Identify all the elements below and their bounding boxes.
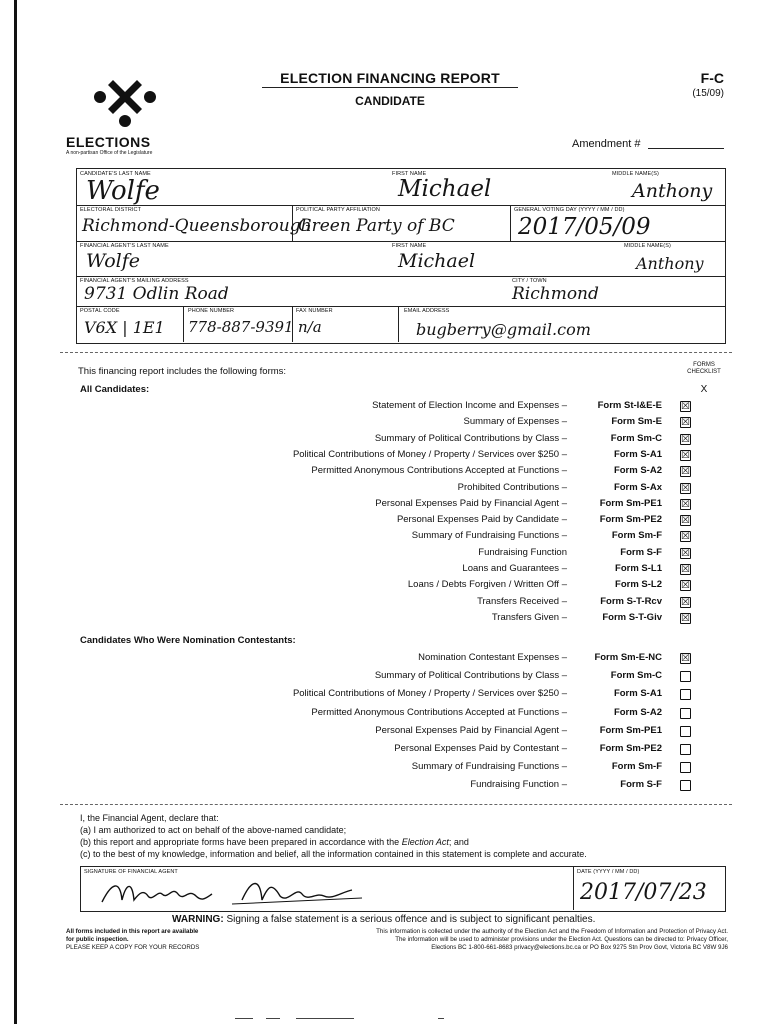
declaration-b-act: Election Act: [401, 837, 449, 847]
form-code: Form Sm-PE2: [599, 743, 662, 754]
form-code: Form Sm-E-NC: [594, 652, 662, 663]
form-checkbox[interactable]: ☒: [681, 482, 690, 494]
amendment-field[interactable]: [648, 148, 724, 149]
form-description: Fundraising Function –: [470, 779, 567, 791]
signature-label: SIGNATURE OF FINANCIAL AGENT: [84, 869, 178, 875]
candidate-first-name[interactable]: Michael: [398, 176, 492, 202]
footer-left-line1: All forms included in this report are available: [66, 928, 199, 935]
form-checkbox[interactable]: ☒: [681, 653, 690, 664]
signature-image[interactable]: [92, 872, 392, 912]
page-left-border: [14, 0, 17, 1024]
form-description: Statement of Election Income and Expenses –: [372, 400, 567, 411]
form-checkbox[interactable]: [680, 671, 691, 682]
scan-mark: [296, 1018, 354, 1019]
agent-first-name[interactable]: Michael: [398, 250, 476, 272]
form-row: [90, 514, 730, 528]
form-row: [90, 547, 730, 561]
form-description: Prohibited Contributions –: [457, 481, 567, 493]
party-label: POLITICAL PARTY AFFILIATION: [296, 207, 380, 213]
date-label: DATE (YYYY / MM / DD): [577, 869, 640, 875]
form-description: Transfers Given –: [491, 611, 567, 623]
form-checkbox[interactable]: ☒: [681, 498, 690, 510]
email-label: EMAIL ADDRESS: [404, 308, 450, 314]
agent-first-name-label: FIRST NAME: [392, 243, 427, 249]
form-row: [90, 761, 730, 775]
candidate-last-name[interactable]: Wolfe: [86, 176, 160, 206]
form-code: Form Sm-E: [611, 416, 662, 428]
form-code: Form Sm-F: [611, 530, 662, 542]
form-code: F-C: [700, 70, 724, 86]
candidate-middle-name-label: MIDDLE NAME(S): [612, 171, 659, 177]
voting-day-label: GENERAL VOTING DAY (YYYY / MM / DD): [514, 207, 625, 213]
form-row: [90, 779, 730, 793]
candidate-last-name-label: CANDIDATE'S LAST NAME: [80, 171, 151, 177]
agent-last-name-label: FINANCIAL AGENT'S LAST NAME: [80, 243, 169, 249]
agent-city-label: CITY / TOWN: [512, 278, 547, 284]
form-code: Form S-F: [620, 546, 662, 558]
form-checkbox[interactable]: [680, 744, 691, 755]
fax-label: FAX NUMBER: [296, 308, 333, 314]
form-row: [90, 433, 730, 447]
form-description: Nomination Contestant Expenses –: [418, 652, 567, 663]
org-name: ELECTIONS: [66, 134, 151, 150]
form-checkbox[interactable]: ☒: [681, 564, 690, 575]
checklist-x-header: X: [700, 384, 708, 395]
form-row: [90, 416, 730, 430]
form-checkbox[interactable]: ☒: [681, 547, 690, 559]
col-divider: [573, 866, 574, 910]
agent-address-label: FINANCIAL AGENT'S MAILING ADDRESS: [80, 278, 189, 284]
form-description: Political Contributions of Money / Property / Services over $250 –: [292, 448, 567, 460]
form-code: Form S-A1: [613, 448, 662, 460]
col-divider: [183, 306, 184, 342]
footer-left-line2: for public inspection.: [66, 936, 129, 943]
checklist-header-checklist: CHECKLIST: [687, 369, 721, 375]
form-code: Form S-L1: [615, 563, 662, 574]
col-divider: [510, 205, 511, 241]
email-address[interactable]: bugberry@gmail.com: [416, 320, 591, 339]
declaration-a: (a) I am authorized to act on behalf of the above-named candidate;: [80, 825, 347, 835]
form-description: Loans and Guarantees –: [462, 563, 567, 574]
agent-middle-name-label: MIDDLE NAME(S): [624, 243, 671, 249]
footer-right-line3: Elections BC 1-800-661-8683 privacy@elections.bc.ca or PO Box 9275 Stn Prov Govt, Victoria BC V8W 9J6: [431, 944, 728, 951]
elections-logo-icon: [92, 78, 158, 128]
postal-code-label: POSTAL CODE: [80, 308, 120, 314]
declaration-b-prefix: (b) this report and appropriate forms have been prepared in accordance with the: [80, 837, 402, 847]
form-description: Personal Expenses Paid by Financial Agent –: [375, 724, 567, 736]
form-checkbox[interactable]: ☒: [681, 466, 690, 478]
form-row: [90, 612, 730, 626]
row-divider: [76, 241, 726, 242]
form-code: Form S-T-Giv: [602, 611, 662, 623]
nomination-heading: Candidates Who Were Nomination Contestants:: [80, 635, 296, 646]
form-row: [90, 596, 730, 610]
form-checkbox[interactable]: ☒: [681, 433, 690, 445]
form-code: Form S-L2: [615, 579, 662, 591]
form-row: [90, 579, 730, 593]
form-description: Permitted Anonymous Contributions Accepted at Functions –: [311, 706, 567, 718]
form-description: Permitted Anonymous Contributions Accepted at Functions –: [311, 465, 567, 477]
form-row: [90, 498, 730, 512]
form-description: Summary of Political Contributions by Class –: [374, 670, 567, 682]
form-checkbox[interactable]: ☒: [681, 401, 690, 412]
form-code: Form S-Ax: [613, 481, 662, 493]
form-row: [90, 563, 730, 577]
agent-city[interactable]: Richmond: [512, 284, 599, 304]
candidate-first-name-label: FIRST NAME: [392, 171, 427, 177]
form-code: Form S-A1: [613, 688, 662, 700]
checklist-header: [682, 362, 726, 376]
form-row: [90, 482, 730, 496]
form-row: [90, 725, 730, 739]
warning-label: WARNING:: [172, 914, 224, 925]
form-checkbox[interactable]: ☒: [681, 531, 690, 543]
fax-number[interactable]: n/a: [298, 318, 322, 336]
form-code: Form Sm-F: [611, 761, 662, 773]
form-row: [90, 670, 730, 684]
amendment-label: Amendment #: [572, 138, 641, 150]
footer-right-line2: The information will be used to administer provisions under the Election Act. Questions can be directed to: Privacy Officer,: [395, 936, 728, 943]
agent-last-name[interactable]: Wolfe: [86, 250, 141, 272]
form-row: [90, 449, 730, 463]
form-checkbox[interactable]: [680, 726, 691, 737]
form-description: Personal Expenses Paid by Contestant –: [394, 743, 567, 754]
form-description: Political Contributions of Money / Property / Services over $250 –: [292, 688, 567, 700]
form-checkbox[interactable]: ☒: [681, 580, 690, 592]
form-version: (15/09): [692, 88, 724, 99]
form-row: [90, 652, 730, 666]
declaration-c: (c) to the best of my knowledge, information and belief, all the information contained in this statement is complete and accurate.: [80, 849, 587, 859]
postal-code[interactable]: V6X | 1E1: [84, 318, 165, 337]
form-description: Summary of Fundraising Functions –: [411, 530, 567, 542]
form-code: Form S-A2: [613, 706, 662, 718]
declaration-b: [80, 837, 469, 847]
form-checkbox[interactable]: ☒: [681, 596, 690, 608]
form-code: Form S-T-Rcv: [600, 595, 662, 607]
scan-mark: [438, 1018, 444, 1019]
form-checkbox[interactable]: ☒: [681, 515, 690, 527]
form-code: Form Sm-PE1: [599, 497, 662, 509]
form-row: [90, 530, 730, 544]
footer-right: [258, 928, 728, 952]
form-code: Form S-F: [620, 779, 662, 791]
agent-address[interactable]: 9731 Odlin Road: [84, 284, 229, 304]
row-divider: [76, 276, 726, 277]
signature-date[interactable]: 2017/07/23: [580, 880, 707, 905]
footer-left-line3: PLEASE KEEP A COPY FOR YOUR RECORDS: [66, 944, 200, 951]
org-tagline: A non-partisan Office of the Legislature: [66, 150, 153, 156]
form-row: [90, 465, 730, 479]
district-label: ELECTORAL DISTRICT: [80, 207, 142, 213]
phone-label: PHONE NUMBER: [188, 308, 235, 314]
forms-intro: This financing report includes the following forms:: [78, 366, 287, 377]
phone-number[interactable]: 778-887-9391: [188, 318, 294, 336]
form-checkbox[interactable]: [680, 762, 691, 773]
form-row: [90, 400, 730, 414]
report-subtitle: CANDIDATE: [355, 94, 425, 108]
checklist-header-forms: FORMS: [693, 362, 715, 368]
col-divider: [398, 306, 399, 342]
scan-mark: [235, 1018, 253, 1019]
party-affiliation[interactable]: Green Party of BC: [298, 216, 455, 236]
candidate-middle-name[interactable]: Anthony: [632, 180, 713, 202]
form-code: Form Sm-PE1: [599, 724, 662, 736]
form-row: [90, 688, 730, 702]
footer-left: [66, 928, 199, 952]
form-code: Form St-I&E-E: [597, 400, 662, 411]
section-separator: [60, 804, 732, 805]
form-code: Form S-A2: [613, 465, 662, 477]
form-description: Personal Expenses Paid by Financial Agent –: [375, 497, 567, 509]
row-divider: [76, 205, 726, 206]
form-description: Fundraising Function: [478, 546, 567, 558]
warning-body: Signing a false statement is a serious offence and is subject to significant penalties.: [226, 914, 596, 925]
form-code: Form Sm-PE2: [599, 514, 662, 526]
form-description: Transfers Received –: [477, 595, 567, 607]
form-code: Form Sm-C: [610, 670, 662, 682]
form-checkbox[interactable]: ☒: [681, 612, 690, 624]
form-row: [90, 743, 730, 757]
form-checkbox[interactable]: ☒: [681, 449, 690, 461]
form-checkbox[interactable]: ☒: [681, 417, 690, 429]
form-row: [90, 707, 730, 721]
form-code: Form Sm-C: [610, 432, 662, 444]
form-description: Personal Expenses Paid by Candidate –: [396, 514, 567, 526]
form-checkbox[interactable]: [680, 689, 691, 700]
section-separator: [60, 352, 732, 353]
voting-day[interactable]: 2017/05/09: [518, 214, 651, 240]
form-description: Summary of Expenses –: [463, 416, 567, 428]
form-checkbox[interactable]: [680, 780, 691, 791]
declaration-intro: I, the Financial Agent, declare that:: [80, 813, 219, 823]
agent-middle-name[interactable]: Anthony: [636, 254, 704, 273]
declaration-b-suffix: ; and: [448, 837, 469, 847]
electoral-district[interactable]: Richmond-Queensborough: [82, 216, 312, 236]
form-description: Loans / Debts Forgiven / Written Off –: [407, 579, 567, 591]
form-description: Summary of Fundraising Functions –: [411, 761, 567, 773]
all-candidates-heading: All Candidates:: [80, 384, 150, 395]
form-description: Summary of Political Contributions by Class –: [374, 432, 567, 444]
row-divider: [76, 306, 726, 307]
footer-right-line1: This information is collected under the authority of the Election Act and the Freedom of Information and Protection of Privacy Act.: [376, 928, 728, 935]
report-title: ELECTION FINANCING REPORT: [262, 70, 518, 88]
warning-text: [172, 914, 595, 925]
form-checkbox[interactable]: [680, 708, 691, 719]
scan-mark: [266, 1018, 280, 1019]
